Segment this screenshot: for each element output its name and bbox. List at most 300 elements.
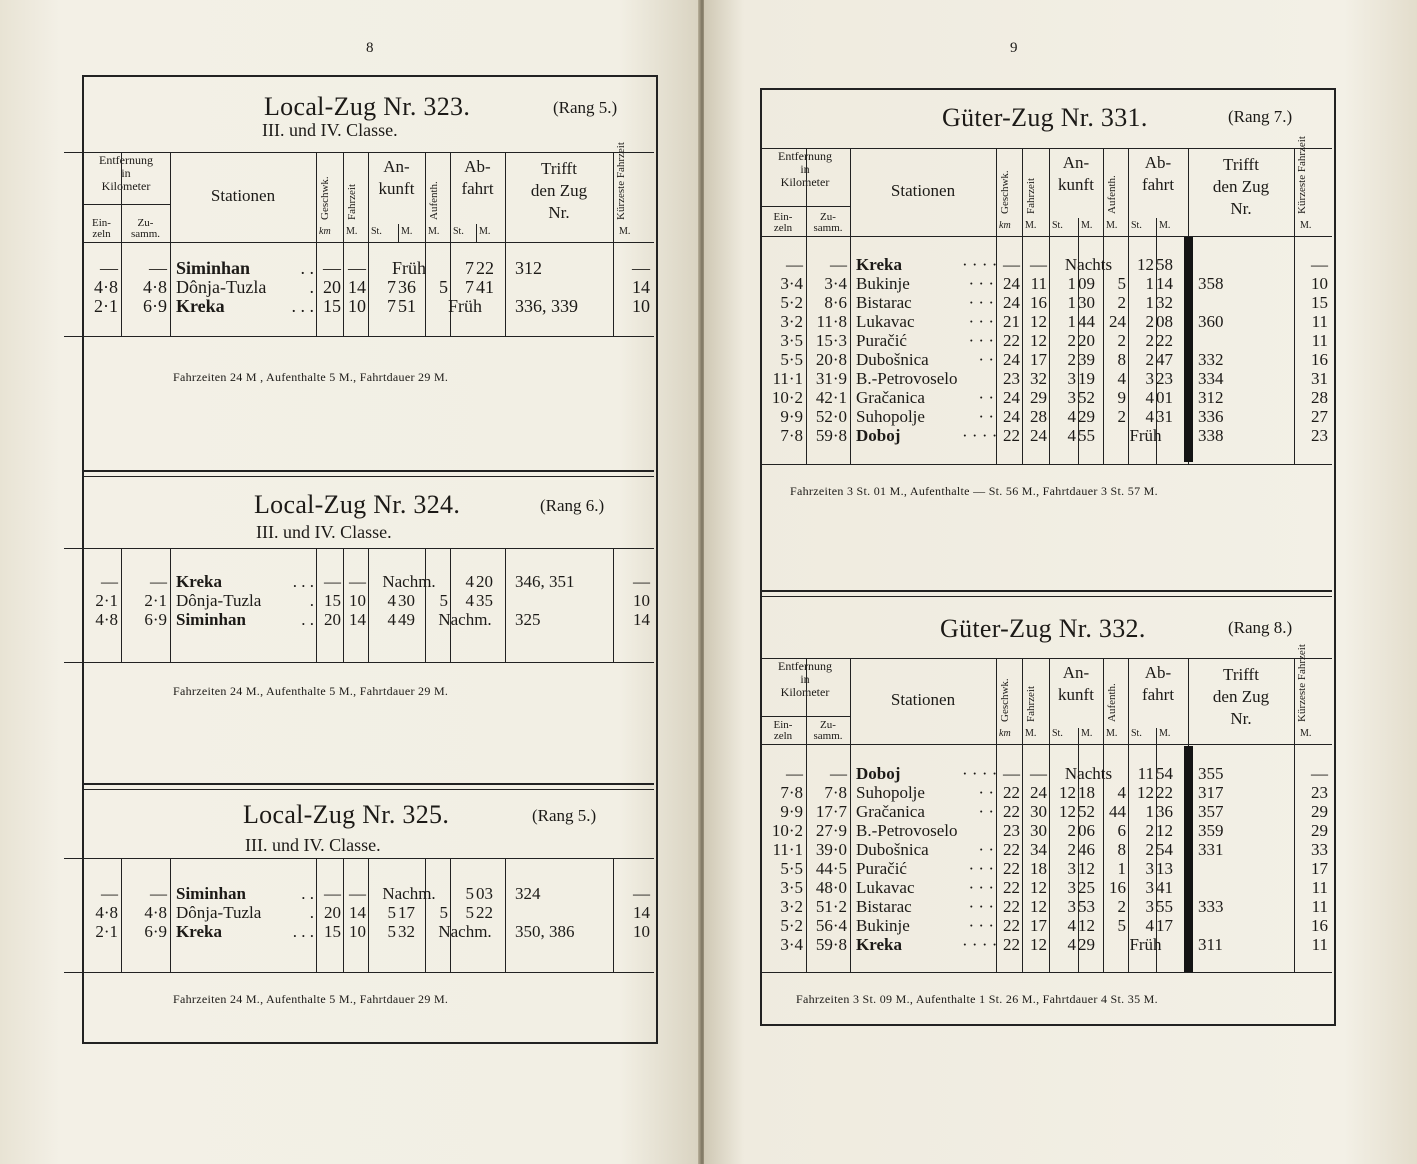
arrival-hour: 12 <box>1059 802 1076 821</box>
departure-hour: 4 <box>1145 916 1154 935</box>
travel-time: 18 <box>1030 859 1047 878</box>
train-rang: (Rang 6.) <box>540 496 605 515</box>
table-row <box>704 916 1417 935</box>
header-unit-m: M. <box>1025 728 1037 739</box>
station-leader-dots: · · · <box>968 878 994 897</box>
travel-time: 29 <box>1030 388 1047 407</box>
table-row <box>704 331 1417 350</box>
speed: 22 <box>1003 916 1020 935</box>
arrival-minute: 52 <box>1078 802 1095 821</box>
km-einzeln: 3·2 <box>780 312 803 331</box>
station-leader-dots: · · <box>978 388 994 407</box>
km-einzeln: 2·1 <box>95 922 118 941</box>
page-number: 8 <box>366 40 374 56</box>
station-name <box>856 274 910 294</box>
speed: 22 <box>1003 802 1020 821</box>
table-row <box>704 350 1417 369</box>
departure-minute: 08 <box>1156 312 1173 331</box>
km-zusamm: 59·8 <box>815 426 847 445</box>
section-separator <box>82 476 654 477</box>
connecting-trains: 355 <box>1198 764 1224 783</box>
station-name <box>856 350 929 370</box>
departure-minute: 47 <box>1156 350 1173 369</box>
travel-time: 24 <box>1030 783 1047 802</box>
departure-minute: 36 <box>1156 802 1173 821</box>
travel-time: 11 <box>1030 274 1047 293</box>
connecting-trains: 334 <box>1198 369 1224 388</box>
departure-minute: 54 <box>1156 764 1173 783</box>
speed: — <box>324 572 341 591</box>
arrival-minute: 53 <box>1078 897 1095 916</box>
arrival-hour: 3 <box>1067 388 1076 407</box>
km-zusamm: 2·1 <box>144 591 167 610</box>
departure-minute: 12 <box>1156 821 1173 840</box>
station-leader-dots: · · · · <box>962 255 998 274</box>
station-leader-dots: . . . <box>291 296 314 316</box>
header-aufenthalt: Aufenth. <box>1106 175 1118 214</box>
stop-duration: 2 <box>1117 407 1126 426</box>
speed: 22 <box>1003 426 1020 445</box>
travel-time: 12 <box>1030 312 1047 331</box>
station-label: Dônja-Tuzla <box>176 903 262 922</box>
table-row <box>704 859 1417 878</box>
departure-minute: 22 <box>1156 331 1173 350</box>
arrival-hour: 2 <box>1067 350 1076 369</box>
speed: 22 <box>1003 935 1020 954</box>
station-name <box>856 897 912 917</box>
arrival-hour: 2 <box>1067 331 1076 350</box>
km-zusamm: 27·9 <box>815 821 847 840</box>
table-top-rule <box>64 858 654 859</box>
departure-note: Nachm. <box>438 922 492 941</box>
table-row <box>704 840 1417 859</box>
stop-duration: 9 <box>1117 388 1126 407</box>
km-zusamm: 59·8 <box>815 935 847 954</box>
station-label: Gračanica <box>856 388 925 407</box>
km-zusamm: 4·8 <box>144 903 167 922</box>
shortest-time: 16 <box>1311 916 1328 935</box>
station-name <box>856 312 915 332</box>
header-stationen: Stationen <box>890 690 956 709</box>
header-fahrzeit: Fahrzeit <box>1025 685 1037 722</box>
departure-hour: 7 <box>465 258 474 278</box>
km-zusamm: — <box>150 572 167 591</box>
departure-note: Früh <box>447 296 482 316</box>
table-row <box>704 312 1417 331</box>
header-bottom-rule <box>760 744 1332 745</box>
station-name <box>176 277 266 298</box>
train-footer: Fahrzeiten 3 St. 09 M., Aufenthalte 1 St. 26 M., Fahrtdauer 4 St. 35 M. <box>796 992 1158 1006</box>
header-unit-km: km <box>999 728 1011 739</box>
station-label: Lukavac <box>856 878 915 897</box>
connecting-trains: 332 <box>1198 350 1224 369</box>
km-zusamm: 56·4 <box>815 916 847 935</box>
shortest-time: 10 <box>1311 274 1328 293</box>
header-distance: Entfernung in Kilometer <box>778 149 832 189</box>
km-einzeln: 4·8 <box>94 277 118 297</box>
table-row <box>704 274 1417 293</box>
shortest-time: 11 <box>1311 897 1328 916</box>
stop-duration: 2 <box>1117 331 1126 350</box>
shortest-time: 15 <box>1311 293 1328 312</box>
arrival-minute: 17 <box>398 903 415 922</box>
departure-hour: 3 <box>1145 369 1154 388</box>
header-unit-st: St. <box>1131 220 1142 231</box>
arrival-minute: 18 <box>1078 783 1095 802</box>
speed: 22 <box>1003 840 1020 859</box>
departure-note: Früh <box>1129 426 1162 445</box>
arrival-minute: 49 <box>398 610 415 629</box>
speed: 15 <box>324 591 341 610</box>
stop-duration: 5 <box>1117 916 1126 935</box>
table-row <box>0 572 700 591</box>
speed: 22 <box>1003 878 1020 897</box>
station-leader-dots: · · <box>978 407 994 426</box>
km-zusamm: — <box>149 258 167 278</box>
stop-duration: 16 <box>1109 878 1126 897</box>
km-zusamm: 20·8 <box>815 350 847 369</box>
shortest-time: 27 <box>1311 407 1328 426</box>
station-leader-dots: · · <box>978 840 994 859</box>
speed: 22 <box>1003 783 1020 802</box>
km-einzeln: 5·5 <box>780 859 803 878</box>
travel-time: 12 <box>1030 935 1047 954</box>
arrival-note: Nachm. <box>382 572 436 591</box>
departure-hour: 7 <box>465 277 474 297</box>
station-name <box>176 922 222 942</box>
train-title: Güter-Zug Nr. 332. <box>940 614 1146 643</box>
travel-time: 14 <box>349 610 366 629</box>
speed: 20 <box>323 277 341 297</box>
header-sub-rule <box>82 204 170 205</box>
header-unit-m: M. <box>1159 220 1171 231</box>
travel-time: 30 <box>1030 802 1047 821</box>
header-aufenthalt: Aufenth. <box>428 181 440 220</box>
station-leader-dots: · · <box>978 783 994 802</box>
station-label: Kreka <box>176 922 222 941</box>
arrival-minute: 39 <box>1078 350 1095 369</box>
header-geschwk: Geschwk. <box>999 678 1011 722</box>
connecting-trains: 357 <box>1198 802 1224 821</box>
arrival-hour: 2 <box>1067 840 1076 859</box>
stop-duration: 5 <box>439 591 448 610</box>
arrival-hour: 4 <box>1067 916 1076 935</box>
km-einzeln: 3·4 <box>780 935 803 954</box>
departure-hour: 2 <box>1145 840 1154 859</box>
arrival-hour: 3 <box>1067 897 1076 916</box>
station-name <box>856 331 907 351</box>
speed: 15 <box>324 922 341 941</box>
table-row <box>0 258 700 277</box>
km-einzeln: — <box>786 764 803 783</box>
arrival-note: Nachts <box>1064 764 1113 783</box>
connecting-trains: 317 <box>1198 783 1224 802</box>
header-unit-st: St. <box>1131 728 1142 739</box>
shortest-time: — <box>633 572 650 591</box>
arrival-hour: 5 <box>387 903 396 922</box>
station-label: Kreka <box>176 572 222 591</box>
table-row <box>0 296 700 315</box>
header-trifft: Trifft den Zug Nr. <box>1212 665 1270 728</box>
header-unit-m: M. <box>479 226 491 237</box>
header-zusamm: Zu- samm. <box>130 217 161 240</box>
table-bottom-rule <box>64 336 654 337</box>
km-zusamm: 11·8 <box>816 312 847 331</box>
connecting-trains: 359 <box>1198 821 1224 840</box>
station-label: Bukinje <box>856 916 910 935</box>
speed: 24 <box>1003 350 1020 369</box>
header-abfahrt: Ab- fahrt <box>1141 153 1175 194</box>
table-row <box>704 255 1417 274</box>
connecting-trains: 331 <box>1198 840 1224 859</box>
right-page <box>704 0 1417 1164</box>
station-name <box>176 903 261 923</box>
travel-time: 28 <box>1030 407 1047 426</box>
table-row <box>0 591 700 610</box>
header-geschwk: Geschwk. <box>999 170 1011 214</box>
departure-minute: 58 <box>1156 255 1173 274</box>
arrival-minute: 46 <box>1078 840 1095 859</box>
departure-minute: 32 <box>1156 293 1173 312</box>
header-unit-st: St. <box>1052 220 1063 231</box>
shortest-time: 33 <box>1311 840 1328 859</box>
speed: — <box>323 258 341 278</box>
header-einzeln: Ein- zeln <box>92 217 111 240</box>
travel-time: 10 <box>349 922 366 941</box>
km-einzeln: 11·1 <box>772 369 803 388</box>
header-ankunft: An- kunft <box>1058 153 1094 194</box>
station-name <box>856 878 915 898</box>
shortest-time: 23 <box>1311 426 1328 445</box>
km-einzeln: 4·8 <box>95 903 118 922</box>
header-sub-rule <box>760 206 850 207</box>
station-label: Dônja-Tuzla <box>176 591 262 610</box>
departure-hour: 3 <box>1145 897 1154 916</box>
arrival-hour: 4 <box>387 591 396 610</box>
arrival-hour: 4 <box>1067 407 1076 426</box>
stop-duration: 8 <box>1117 840 1126 859</box>
station-label: Puračić <box>856 859 907 878</box>
shortest-time: — <box>1311 764 1328 783</box>
travel-time: 32 <box>1030 369 1047 388</box>
header-unit-m: M. <box>346 226 358 237</box>
header-unit-km: km <box>319 226 331 237</box>
arrival-note: Früh <box>391 258 426 278</box>
km-zusamm: 4·8 <box>143 277 167 297</box>
connecting-trains: 338 <box>1198 426 1224 445</box>
stop-duration: 2 <box>1117 897 1126 916</box>
column-rule <box>476 224 477 242</box>
station-leader-dots: · · · <box>968 916 994 935</box>
station-leader-dots: . . . <box>292 572 314 591</box>
shortest-time: 10 <box>633 591 650 610</box>
header-distance: Entfernung in Kilometer <box>99 153 153 193</box>
table-row <box>704 935 1417 954</box>
header-distance: Entfernung in Kilometer <box>778 659 832 699</box>
km-zusamm: — <box>150 884 167 903</box>
km-einzeln: 4·8 <box>95 610 118 629</box>
speed: 24 <box>1003 274 1020 293</box>
km-einzeln: 2·1 <box>95 591 118 610</box>
travel-time: — <box>348 258 366 278</box>
departure-hour: 12 <box>1137 255 1154 274</box>
header-trifft: Trifft den Zug Nr. <box>1212 155 1270 218</box>
speed: 20 <box>324 610 341 629</box>
station-name <box>176 591 261 611</box>
header-unit-km: km <box>999 220 1011 231</box>
shortest-time: 11 <box>1311 312 1328 331</box>
table-bottom-rule <box>760 972 1332 973</box>
station-leader-dots: · · · · <box>962 764 998 783</box>
travel-time: 12 <box>1030 897 1047 916</box>
station-label: Kreka <box>856 935 902 954</box>
travel-time: 12 <box>1030 878 1047 897</box>
speed: — <box>324 884 341 903</box>
km-einzeln: 10·2 <box>771 388 803 407</box>
arrival-hour: 1 <box>1067 274 1076 293</box>
speed: 20 <box>324 903 341 922</box>
arrival-minute: 12 <box>1078 916 1095 935</box>
km-einzeln: — <box>100 258 118 278</box>
departure-hour: 4 <box>465 591 474 610</box>
table-row <box>0 922 700 941</box>
departure-hour: 2 <box>1145 312 1154 331</box>
station-leader-dots: . . <box>301 610 314 629</box>
shortest-time: 29 <box>1311 821 1328 840</box>
station-name <box>856 859 907 879</box>
km-zusamm: 8·6 <box>824 293 847 312</box>
connecting-trains: 350, 386 <box>515 922 575 941</box>
section-separator <box>760 590 1332 592</box>
table-row <box>704 407 1417 426</box>
departure-minute: 22 <box>1156 783 1173 802</box>
travel-time: 24 <box>1030 426 1047 445</box>
connecting-trains: 311 <box>1198 935 1223 954</box>
table-row <box>0 884 700 903</box>
departure-hour: 4 <box>1145 388 1154 407</box>
arrival-minute: 06 <box>1078 821 1095 840</box>
train-classe: III. und IV. Classe. <box>262 120 398 140</box>
km-einzeln: 9·9 <box>780 802 803 821</box>
table-row <box>704 369 1417 388</box>
arrival-hour: 5 <box>387 922 396 941</box>
km-einzeln: 7·8 <box>780 426 803 445</box>
station-name <box>176 296 225 317</box>
shortest-time: 28 <box>1311 388 1328 407</box>
travel-time: 34 <box>1030 840 1047 859</box>
departure-minute: 22 <box>476 903 493 922</box>
header-unit-m: M. <box>1300 728 1312 739</box>
station-name <box>856 388 925 408</box>
km-einzeln: 3·5 <box>780 331 803 350</box>
section-separator <box>82 789 654 790</box>
train-title: Local-Zug Nr. 324. <box>254 490 461 519</box>
station-name <box>176 884 246 904</box>
arrival-hour: 12 <box>1059 783 1076 802</box>
speed: 22 <box>1003 897 1020 916</box>
speed: 23 <box>1003 369 1020 388</box>
km-zusamm: 48·0 <box>815 878 847 897</box>
km-zusamm: 17·7 <box>815 802 847 821</box>
stop-duration: 8 <box>1117 350 1126 369</box>
header-fahrzeit: Fahrzeit <box>1025 177 1037 214</box>
km-einzeln: 3·4 <box>780 274 803 293</box>
arrival-minute: 19 <box>1078 369 1095 388</box>
header-unit-m: M. <box>428 226 440 237</box>
departure-hour: 1 <box>1145 802 1154 821</box>
departure-hour: 2 <box>1145 821 1154 840</box>
station-name <box>856 426 900 446</box>
station-name <box>856 935 902 955</box>
header-einzeln: Ein- zeln <box>773 719 793 742</box>
arrival-minute: 30 <box>1078 293 1095 312</box>
arrival-hour: 3 <box>1067 878 1076 897</box>
header-sub-rule <box>760 716 850 717</box>
table-row <box>704 878 1417 897</box>
km-zusamm: 51·2 <box>815 897 847 916</box>
km-zusamm: 6·9 <box>144 922 167 941</box>
table-row <box>704 802 1417 821</box>
km-einzeln: 3·5 <box>780 878 803 897</box>
station-leader-dots: · · · <box>968 312 994 331</box>
left-page <box>0 0 700 1164</box>
header-ankunft: An- kunft <box>1058 663 1094 704</box>
arrival-hour: 4 <box>387 610 396 629</box>
train-rang: (Rang 5.) <box>553 98 618 117</box>
header-stationen: Stationen <box>210 186 276 205</box>
header-unit-m: M. <box>1300 220 1312 231</box>
station-label: B.-Petrovoselo <box>856 821 958 840</box>
km-einzeln: 2·1 <box>94 296 118 316</box>
shortest-time: 14 <box>633 903 650 922</box>
arrival-minute: 29 <box>1078 935 1095 954</box>
train-title: Local-Zug Nr. 323. <box>264 92 471 121</box>
section-separator <box>82 470 654 472</box>
arrival-hour: 1 <box>1067 312 1076 331</box>
travel-time: 17 <box>1030 916 1047 935</box>
arrival-minute: 36 <box>398 277 416 297</box>
station-name <box>856 369 958 389</box>
header-zusamm: Zu- samm. <box>813 719 843 742</box>
page-number: 9 <box>1010 40 1018 56</box>
arrival-minute: 44 <box>1078 312 1095 331</box>
km-einzeln: 5·5 <box>780 350 803 369</box>
arrival-hour: 2 <box>1067 821 1076 840</box>
stop-duration: 5 <box>439 903 448 922</box>
km-zusamm: 52·0 <box>815 407 847 426</box>
speed: 15 <box>323 296 341 316</box>
km-einzeln: 7·8 <box>780 783 803 802</box>
connecting-trains: 333 <box>1198 897 1224 916</box>
station-name <box>176 572 222 592</box>
table-row <box>0 610 700 629</box>
km-einzeln: — <box>101 572 118 591</box>
train-title: Local-Zug Nr. 325. <box>243 800 450 829</box>
travel-time: — <box>1030 764 1047 783</box>
travel-time: — <box>1030 255 1047 274</box>
station-label: Siminhan <box>176 884 246 903</box>
header-aufenthalt: Aufenth. <box>1106 683 1118 722</box>
arrival-minute: 52 <box>1078 388 1095 407</box>
header-unit-st: St. <box>1052 728 1063 739</box>
shortest-time: 23 <box>1311 783 1328 802</box>
train-footer: Fahrzeiten 24 M., Aufenthalte 5 M., Fahrtdauer 29 M. <box>173 992 449 1006</box>
departure-minute: 22 <box>476 258 494 278</box>
station-label: Doboj <box>856 426 901 445</box>
speed: 21 <box>1003 312 1020 331</box>
departure-hour: 2 <box>1145 350 1154 369</box>
station-label: Kreka <box>176 296 225 316</box>
